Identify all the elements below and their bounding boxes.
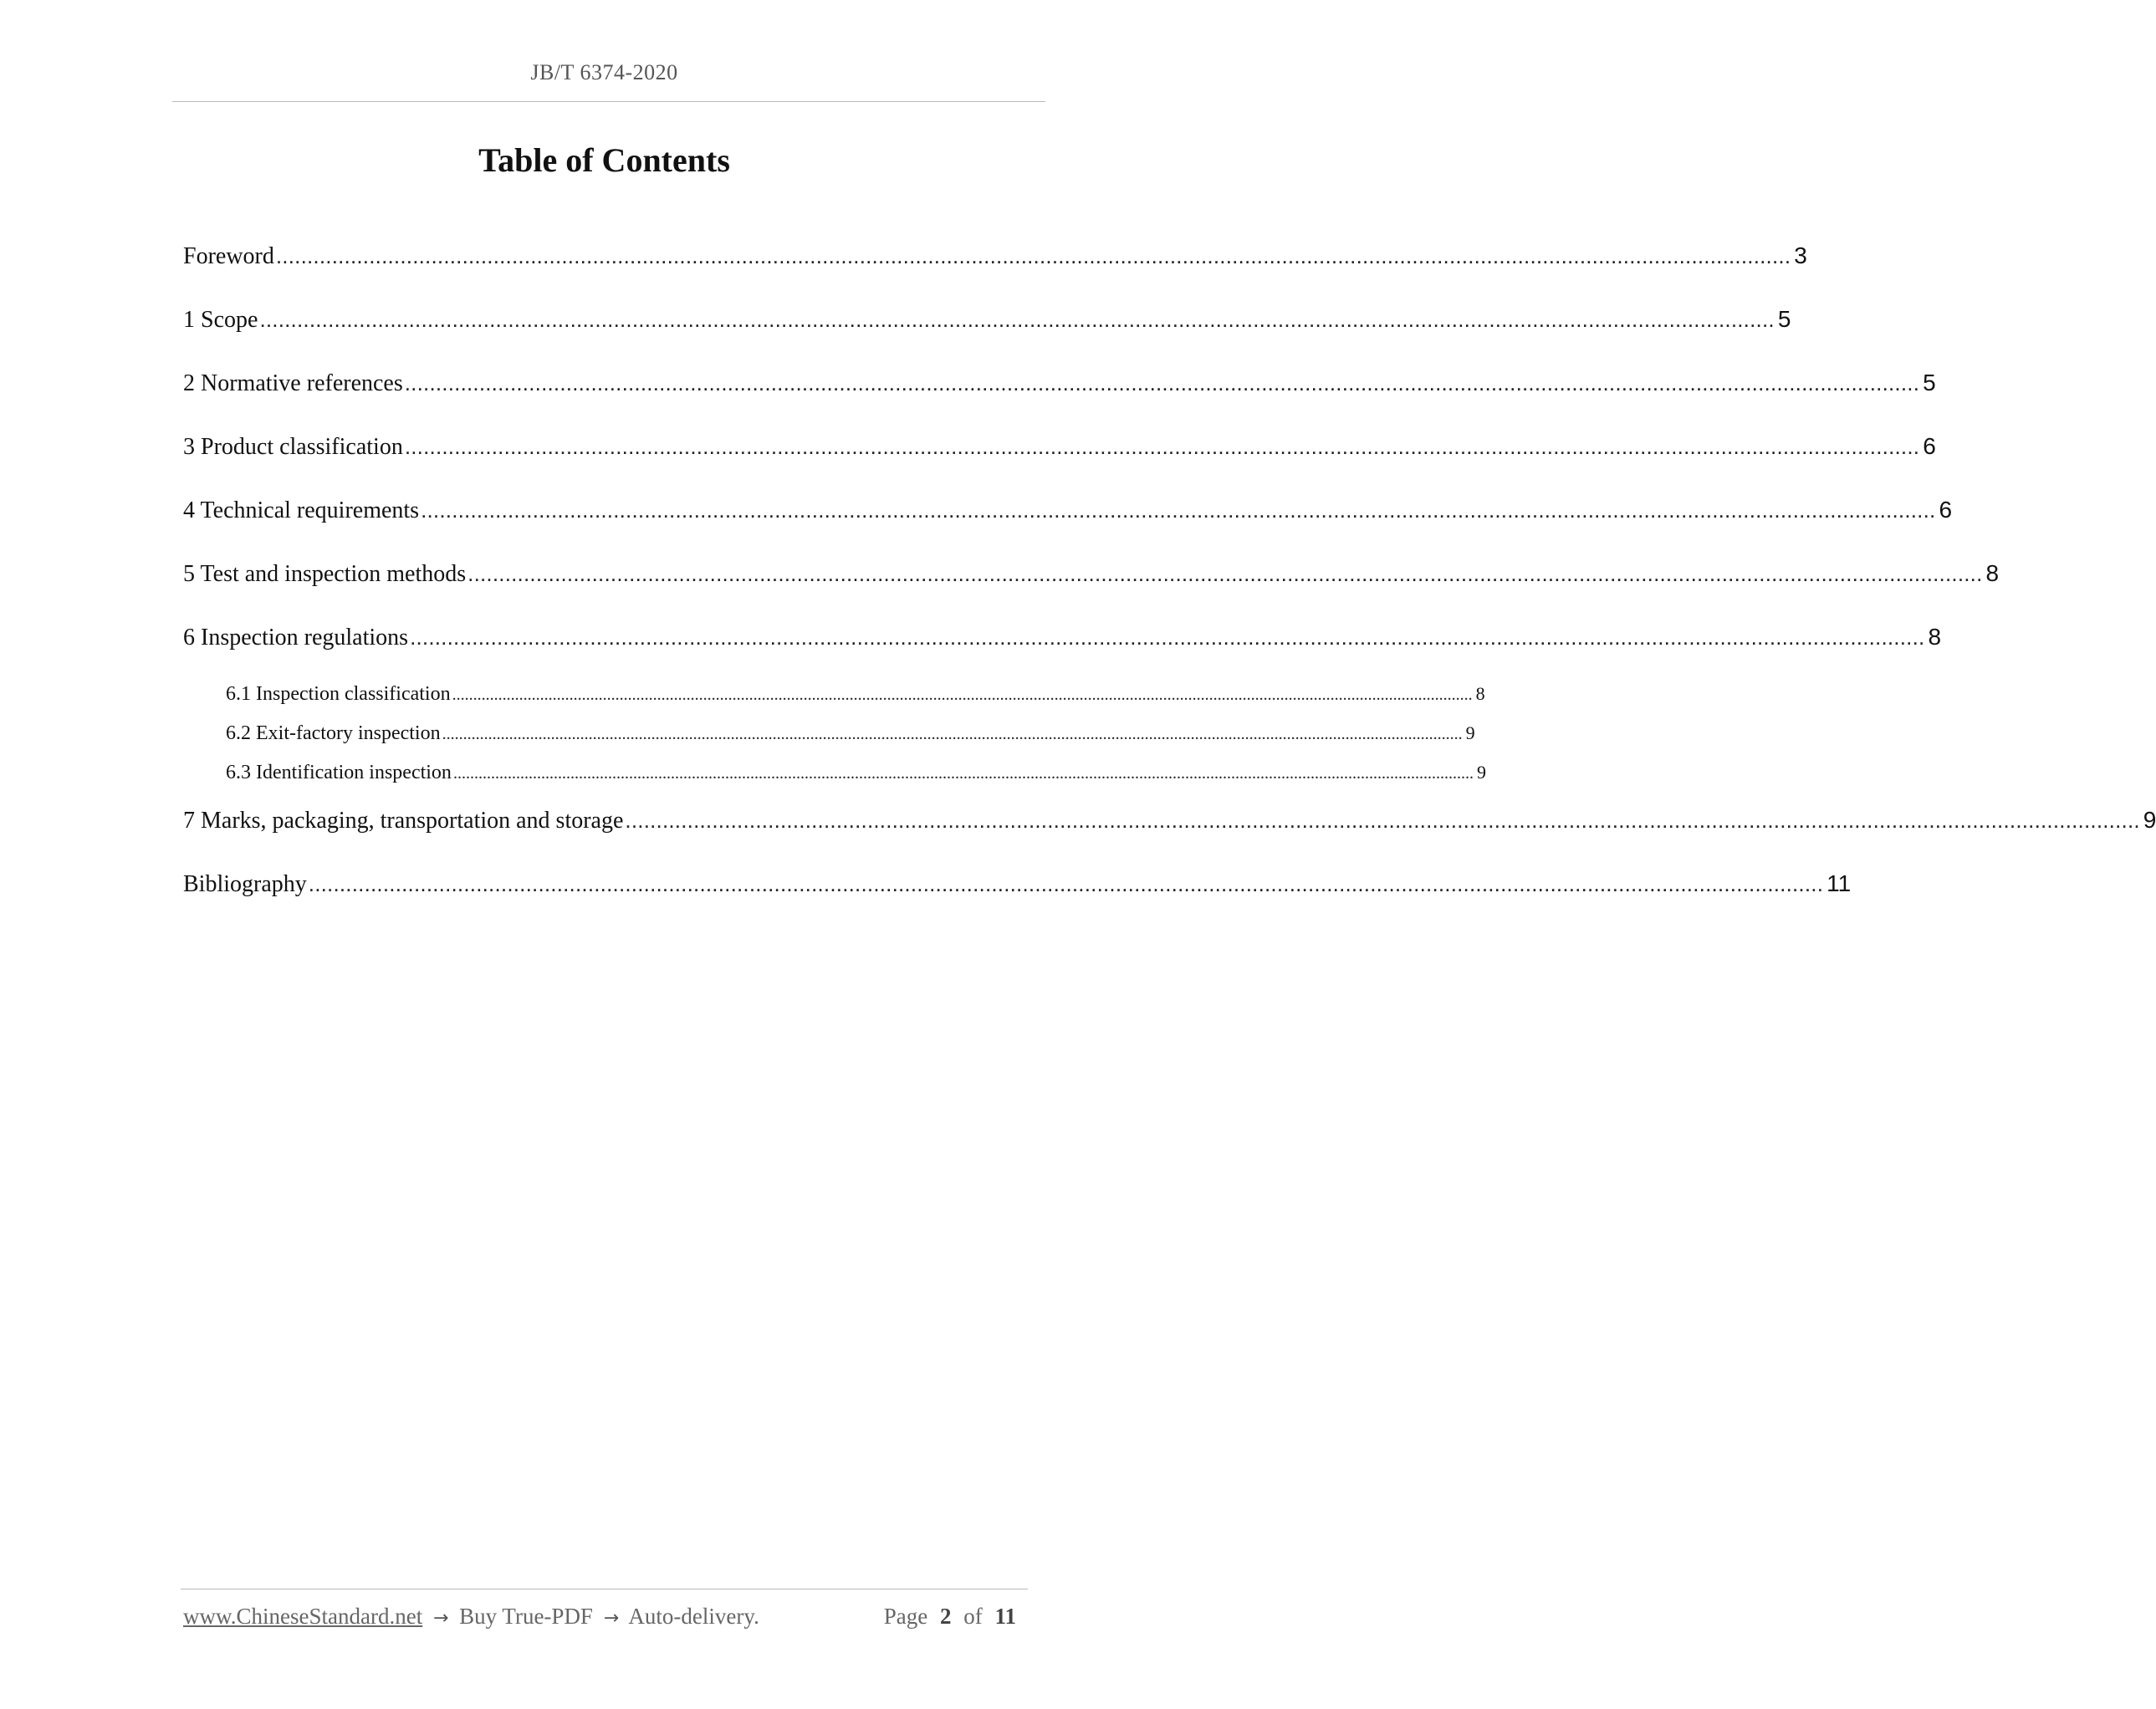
toc-dot-leader: .................................................................................................................................................................................................................................................... [442,725,1463,743]
toc-entry-page: 5 [1923,370,1936,395]
toc-entry-technical-requirements[interactable] [183,497,1953,524]
toc-entry-exit-factory-inspection[interactable] [226,722,1475,745]
toc-entry-label: 1 Scope [183,307,258,333]
toc-entry-label: 2 Normative references [183,370,403,396]
toc-entry-page: 8 [1928,624,1942,650]
toc-dot-leader: .................................................................................................................................................................................................................................................... [275,243,1791,268]
toc-entry-page: 3 [1794,242,1807,268]
toc-entry-label: 6.1 Inspection classification [226,683,451,705]
toc-entry-page: 9 [1465,722,1475,743]
document-header-code: JB/T 6374-2020 [530,60,678,84]
toc-dot-leader: .................................................................................................................................................................................................................................................... [452,686,1473,704]
toc-dot-leader: .................................................................................................................................................................................................................................................... [467,561,1983,586]
toc-entry-label: Foreword [183,243,274,269]
toc-entry-label: 4 Technical requirements [183,497,420,523]
toc-dot-leader: .................................................................................................................................................................................................................................................... [404,434,1920,459]
toc-dot-leader: .................................................................................................................................................................................................................................................... [421,497,1936,523]
toc-entry-page: 8 [1475,683,1485,704]
toc-entry-label: Bibliography [183,871,307,897]
total-pages-number: 11 [994,1604,1016,1629]
arrow-right-icon: → [432,1608,449,1629]
toc-entry-page: 9 [1476,762,1486,783]
toc-dot-leader: .................................................................................................................................................................................................................................................... [625,808,2140,833]
page-footer [183,1604,1028,1637]
of-word: of [963,1604,983,1629]
toc-entry-label: 5 Test and inspection methods [183,561,467,587]
toc-entry-page: 9 [2143,807,2156,833]
current-page-number: 2 [939,1604,952,1629]
toc-entry-page: 11 [1826,870,1852,896]
toc-dot-leader: .................................................................................................................................................................................................................................................... [410,625,1925,650]
toc-dot-leader: .................................................................................................................................................................................................................................................... [308,871,1824,896]
toc-dot-leader: .................................................................................................................................................................................................................................................... [404,370,1920,395]
toc-entry-normative-references[interactable] [183,370,1936,397]
toc-dot-leader: .................................................................................................................................................................................................................................................... [259,307,1775,332]
toc-entry-foreword[interactable] [183,242,1807,270]
arrow-right-icon: → [603,1608,620,1629]
footer-promo [183,1604,759,1630]
toc-entry-product-classification[interactable] [183,433,1936,461]
toc-entry-label: 6.2 Exit-factory inspection [226,722,441,744]
toc-entry-inspection-classification[interactable] [226,683,1485,706]
auto-delivery-text: Auto-delivery. [628,1604,759,1629]
toc-entry-test-inspection-methods[interactable] [183,560,2000,588]
buy-true-pdf-text: Buy True-PDF [459,1604,593,1629]
toc-entry-scope[interactable] [183,306,1791,334]
toc-entry-label: 6.3 Identification inspection [226,762,452,783]
toc-entry-label: 7 Marks, packaging, transportation and storage [183,808,624,834]
toc-entry-page: 6 [1939,497,1953,523]
toc-entry-page: 8 [1985,560,2000,586]
toc-entry-page: 5 [1777,306,1791,332]
toc-entry-inspection-regulations[interactable] [183,624,1942,651]
toc-dot-leader: .................................................................................................................................................................................................................................................... [452,764,1474,783]
toc-entry-identification-inspection[interactable] [226,762,1486,784]
toc-entry-label: 3 Product classification [183,434,403,460]
site-link[interactable]: www.ChineseStandard.net [183,1604,423,1629]
toc-entry-page: 6 [1923,433,1936,459]
page-word: Page [883,1604,928,1629]
toc-entry-bibliography[interactable] [183,870,1852,898]
toc-entry-marks-packaging[interactable] [183,807,2156,834]
toc-entry-label: 6 Inspection regulations [183,625,409,650]
toc-title: Table of Contents [478,141,730,179]
page-number-indicator [884,1604,1023,1630]
